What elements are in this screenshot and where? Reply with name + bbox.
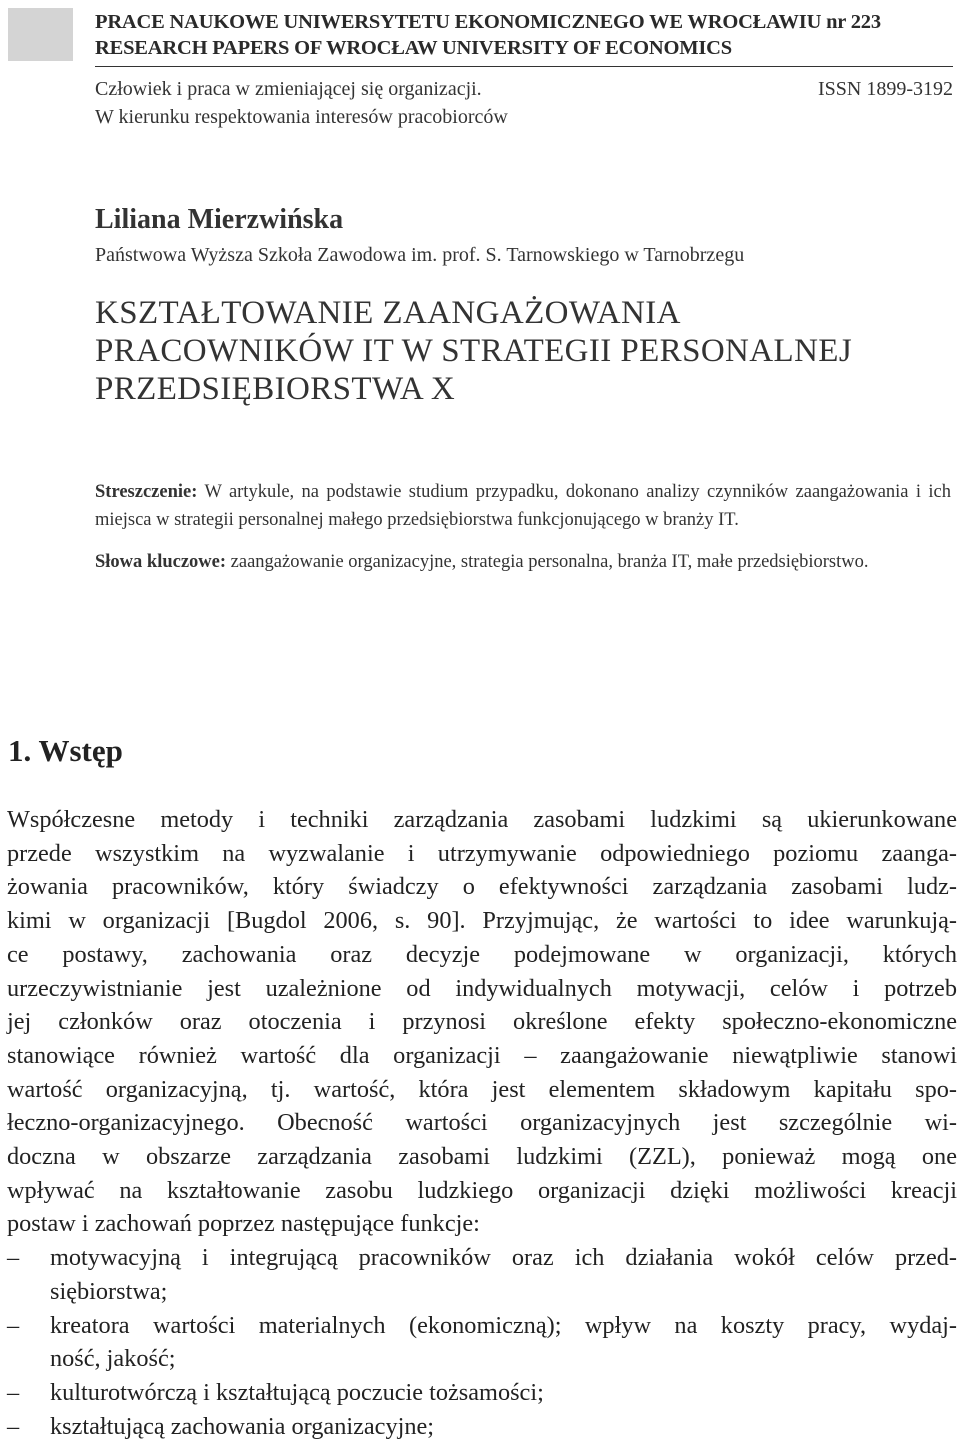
body-line: doczna w obszarze zarządzania zasobami ludzkimi (ZZL), ponieważ mogą one <box>7 1143 957 1171</box>
abstract-text: W artykule, na podstawie studium przypadku, dokonano analizy czynników zaangażowania i ich miejsca w strategii personalnej małego przedsiębiorstwa funkcjonującego w branży IT. <box>95 482 951 530</box>
section-heading: 1. Wstęp <box>8 733 123 768</box>
body-line: żowania pracowników, który świadczy o efektywności zarządzania zasobami ludz- <box>7 873 957 901</box>
abstract-block <box>95 479 951 577</box>
list-item-line: motywacyjną i integrującą pracowników oraz ich działania wokół celów przed- <box>50 1244 957 1272</box>
list-item-line: kreatora wartości materialnych (ekonomiczną); wpływ na koszty pracy, wydaj- <box>50 1311 957 1339</box>
volume-title-line1: Człowiek i praca w zmieniającej się organizacji. <box>95 78 482 100</box>
dash-marker: – <box>7 1244 20 1272</box>
list-item <box>7 1309 957 1376</box>
title-line: PRACOWNIKÓW IT W STRATEGII PERSONALNEJ <box>95 333 853 369</box>
dash-marker: – <box>7 1378 20 1406</box>
list-item-line: kulturotwórczą i kształtującą poczucie tożsamości; <box>50 1378 544 1406</box>
list-item <box>7 1410 957 1443</box>
header-rule <box>95 66 953 67</box>
body-line: urzeczywistnianie jest uzależnione od indywidualnych motywacji, celów i potrzeb <box>7 974 957 1002</box>
dash-marker: – <box>7 1412 20 1440</box>
issn: ISSN 1899-3192 <box>817 78 953 100</box>
list-item-line: kształtującą zachowania organizacyjne; <box>50 1412 435 1440</box>
title-line: KSZTAŁTOWANIE ZAANGAŻOWANIA <box>95 295 681 331</box>
body-line: stanowiące również wartość dla organizacji – zaangażowanie niewątpliwie stanowi <box>7 1041 957 1069</box>
list-item <box>7 1376 957 1410</box>
abstract-label: Streszczenie: <box>95 482 198 502</box>
volume-title-line2: W kierunku respektowania interesów pracobiorców <box>95 106 508 128</box>
keywords-label: Słowa kluczowe: <box>95 552 227 572</box>
body-line: przede wszystkim na wyzwalanie i utrzymywanie odpowiedniego poziomu zaanga- <box>7 839 957 867</box>
paper-title <box>95 294 852 408</box>
function-list <box>7 1241 957 1443</box>
journal-title-en: RESEARCH PAPERS OF WROCŁAW UNIVERSITY OF ECONOMICS <box>95 37 732 59</box>
author-name: Liliana Mierzwińska <box>95 204 344 235</box>
list-item <box>7 1241 957 1308</box>
keywords <box>95 549 951 577</box>
list-item-line: siębiorstwa; <box>50 1277 168 1305</box>
keywords-text: zaangażowanie organizacyjne, strategia personalna, branża IT, małe przedsiębiorstwo. <box>230 552 869 572</box>
body-line: wartość organizacyjną, tj. wartość, która jest elementem składowym kapitału spo- <box>7 1075 957 1103</box>
body-line: jej członków oraz otoczenia i przynosi określone efekty społeczno-ekonomiczne <box>7 1008 957 1036</box>
header-gray-box <box>8 8 73 61</box>
body-text <box>7 803 957 1443</box>
title-line: PRZEDSIĘBIORSTWA X <box>95 371 456 407</box>
journal-title-pl: PRACE NAUKOWE UNIWERSYTETU EKONOMICZNEGO WE WROCŁAWIU nr 223 <box>95 11 881 33</box>
body-line: ce postawy, zachowania oraz decyzje podejmowane w organizacji, których <box>7 940 957 968</box>
list-item-line: ność, jakość; <box>50 1345 176 1373</box>
abstract <box>95 479 951 534</box>
dash-marker: – <box>7 1311 20 1339</box>
body-line: łeczno-organizacyjnego. Obecność wartości organizacyjnych jest szczególnie wi- <box>7 1109 957 1137</box>
body-line: kimi w organizacji [Bugdol 2006, s. 90]. Przyjmując, że wartości to idee warunkują- <box>7 907 957 935</box>
author-affiliation: Państwowa Wyższa Szkoła Zawodowa im. prof. S. Tarnowskiego w Tarnobrzegu <box>95 244 745 266</box>
body-line: Współczesne metody i techniki zarządzania zasobami ludzkimi są ukierunkowane <box>7 806 957 833</box>
body-line: wpływać na kształtowanie zasobu ludzkiego organizacji dzięki możliwości kreacji <box>7 1176 957 1204</box>
body-line: postaw i zachowań poprzez następujące funkcje: <box>7 1210 480 1238</box>
